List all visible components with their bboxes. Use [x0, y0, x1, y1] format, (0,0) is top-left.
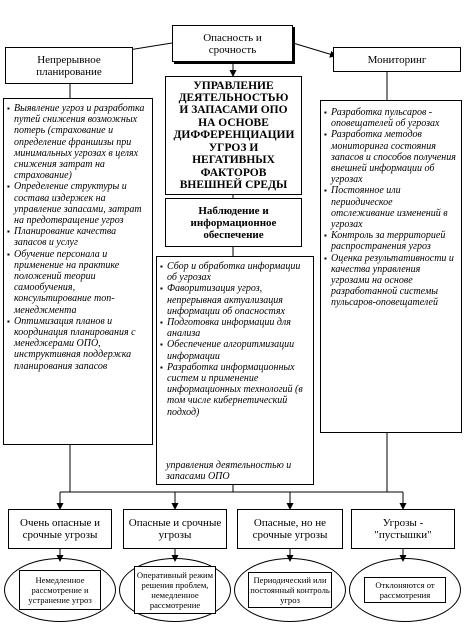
action-label: Периодический или постоянный контроль угроз — [248, 572, 332, 608]
action-label: Отклоняются от рассмотрения — [364, 577, 446, 603]
monitoring-panel — [320, 100, 462, 433]
action-label: Оперативный режим решения проблем, немедленное рассмотрение — [134, 566, 216, 614]
action-oval-1 — [4, 558, 116, 622]
monitoring-item: ▪ Разработка пульсаров - оповещателей об угрозах — [324, 107, 458, 129]
observation-panel — [156, 256, 314, 485]
observation-item: ▪ Разработка информационных систем и применение информационных технологий (в том числе кибернетический подход) — [160, 362, 310, 418]
planning-item: ▪ Оптимизация планов и координация планирования с менеджерами ОПО, инструктивная поддержка планирования запасов — [7, 316, 150, 372]
danger-urgency-box — [172, 25, 293, 62]
central-title: УПРАВЛЕНИЕ ДЕЯТЕЛЬНОСТЬЮ И ЗАПАСАМИ ОПО НА ОСНОВЕ ДИФФЕРЕНЦИАЦИИ УГРОЗ И НЕГАТИВНЫХ ФАКТОРОВ ВНЕШНЕЙ СРЕДЫ — [173, 79, 295, 191]
monitoring-item: ▪ Постоянное или периодическое отслеживание изменений в угрозах — [324, 185, 458, 230]
monitoring-item: ▪ Контроль за территорией распространения угроз — [324, 230, 458, 252]
observation-item: ▪ Сбор и обработка информации об угрозах — [160, 261, 310, 283]
category-very-dangerous — [8, 509, 112, 549]
monitoring-list — [324, 107, 458, 309]
category-label: Опасные и срочные угрозы — [128, 517, 222, 541]
observation-list — [160, 261, 310, 418]
observation-box — [165, 198, 302, 247]
action-oval-2 — [119, 558, 231, 622]
category-label: Угрозы - "пустышки" — [374, 517, 432, 541]
action-oval-4 — [349, 558, 461, 622]
planning-list — [7, 103, 150, 372]
monitoring-item: ▪ Оценка результативности и качества управления угрозами на основе разработанной системы пульсаров-оповещателей — [324, 253, 458, 309]
continuous-planning-label: Непрерывное планирование — [36, 53, 102, 78]
planning-item: ▪ Планирование качества запасов и услуг — [7, 226, 150, 248]
action-label: Немедленное рассмотрение и устранение угроз — [19, 570, 101, 610]
observation-item: ▪ Обеспечение алгоритмизации информации — [160, 339, 310, 361]
action-oval-3 — [234, 558, 346, 622]
central-title-box — [165, 76, 302, 195]
category-dangerous-urgent — [123, 509, 227, 549]
danger-urgency-label: Опасность и срочность — [203, 31, 262, 56]
monitoring-item: ▪ Разработка методов мониторинга состояния запасов и способов получения внешней информации об угрозах — [324, 129, 458, 185]
arrow-to-monitoring — [293, 43, 336, 56]
observation-tail: управления деятельностью и запасами ОПО — [166, 460, 292, 483]
continuous-planning-box — [5, 47, 133, 84]
category-label: Опасные, но не срочные угрозы — [252, 517, 328, 541]
category-dummy-threats — [351, 509, 455, 549]
planning-item: ▪ Обучение персонала и применение на практике положений теории самообучения, консультирование топ-менеджмента — [7, 249, 150, 316]
planning-panel — [3, 98, 153, 445]
category-dangerous-not-urgent — [237, 509, 343, 549]
planning-item: ▪ Выявление угроз и разработка путей снижения возможных потерь (страхование и определение франшизы при минимальных угрозах в целях снижения затрат на страхование) — [7, 103, 150, 181]
monitoring-label: Мониторинг — [367, 53, 427, 66]
observation-item: ▪ Подготовка информации для анализа — [160, 317, 310, 339]
monitoring-box — [333, 47, 461, 72]
observation-label: Наблюдение и информационное обеспечение — [190, 204, 277, 241]
observation-item: ▪ Фаворитизация угроз, непрерывная актуализация информации об опасностях — [160, 283, 310, 317]
category-label: Очень опасные и срочные угрозы — [20, 517, 100, 541]
planning-item: ▪ Определение структуры и состава издержек на управление запасами, затрат на предотвращение угроз — [7, 181, 150, 226]
